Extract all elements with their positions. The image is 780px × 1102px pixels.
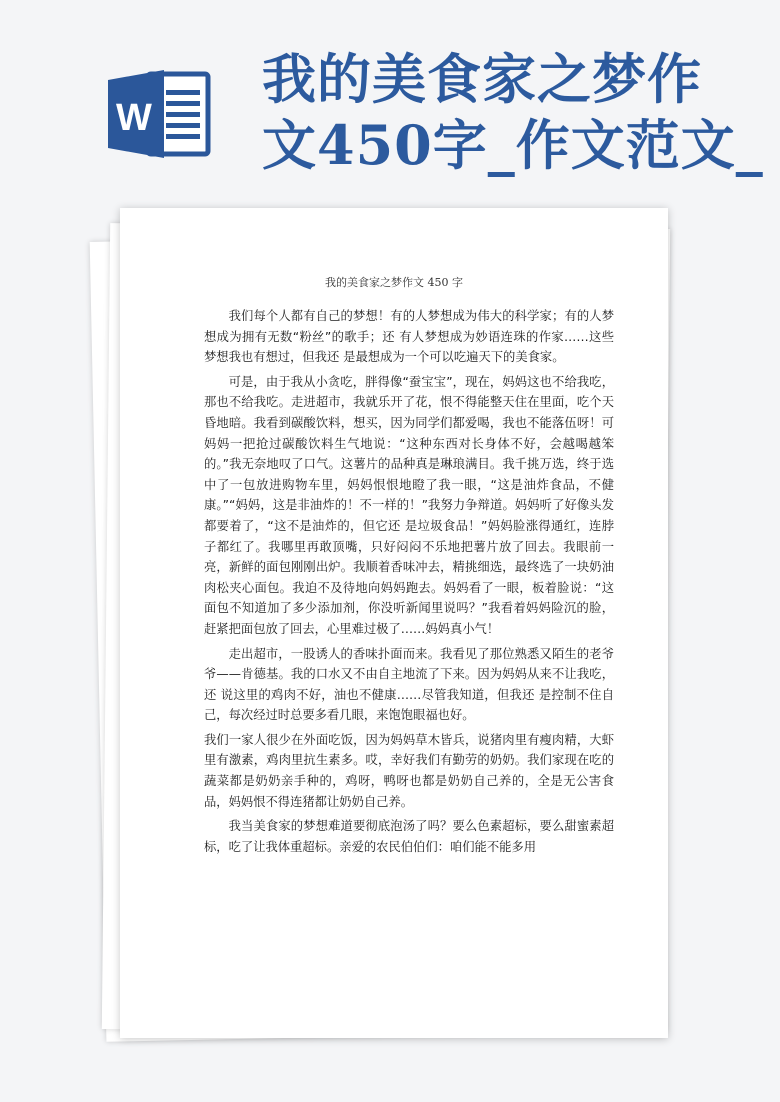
word-icon-line [166, 101, 200, 106]
paragraph: 我们每个人都有自己的梦想！有的人梦想成为伟大的科学家；有的人梦想成为拥有无数“粉丝”的歌手；还 有人梦想成为妙语连珠的作家……这些梦想我也有想过，但我还 是最想成为一个可以吃遍天下的美食家。 [204, 309, 614, 365]
document-title: 我的美食家之梦作文 450 字 [325, 276, 463, 289]
paragraph: 我当美食家的梦想难道要彻底泡汤了吗？要么色素超标，要么甜蜜素超标，吃了让我体重超标。亲爱的农民伯伯们：咱们能不能多用 [204, 819, 614, 854]
page-title [262, 46, 762, 178]
word-icon-line [166, 123, 200, 128]
document-page [120, 208, 668, 1038]
document-body [204, 306, 614, 861]
word-icon-letter: W [116, 97, 152, 139]
word-icon-line [166, 134, 200, 139]
word-icon [108, 66, 216, 162]
page-title-line-2: 文450字_作文范文_ [262, 113, 764, 177]
paragraph: 走出超市，一股诱人的香味扑面而来。我看见了那位熟悉又陌生的老爷爷——肯德基。我的口水又不由自主地流了下来。因为妈妈从来不让我吃，还 说这里的鸡肉不好，油也不健康……尽管我知道，但我还 是控制不住自己，每次经过时总要多看几眼，来饱饱眼福也好。 [204, 646, 614, 723]
word-icon-line [166, 90, 200, 95]
page-title-line-1: 我的美食家之梦作 [262, 47, 702, 111]
paragraph: 可是，由于我从小贪吃，胖得像“蚕宝宝”，现在，妈妈这也不给我吃，那也不给我吃。走进超市，我就乐开了花，恨不得能整天住在里面，吃个天昏地暗。我看到碳酸饮料，想买，因为同学们都爱喝，我也不能落伍呀！可妈妈一把抢过碳酸饮料生气地说：“这种东西对长身体不好，会越喝越笨的。”我无奈地叹了口气。这薯片的品种真是琳琅满目。我千挑万选，终于选中了一包放进购物车里，妈妈恨恨地瞪了我一眼，“这是油炸食品，不健康。”“妈妈，这是非油炸的！不一样的！”我努力争辩道。妈妈听了好像头发都要着了，“这不是油炸的，但它还 是垃圾食品！”妈妈脸涨得通红，连脖子都红了。我哪里再敢顶嘴，只好闷闷不乐地把薯片放了回去。我眼前一亮，新鲜的面包刚刚出炉。我顺着香味冲去，精挑细选，最终选了一块奶油肉松夹心面包。我迫不及待地向妈妈跑去。妈妈看了一眼，板着脸说：“这面包不知道加了多少添加剂，你没听新闻里说吗？”我看着妈妈险沉的脸，赶紧把面包放了回去，心里难过极了……妈妈真小气！ [204, 374, 614, 636]
word-icon-line [166, 112, 200, 117]
paragraph: 我们一家人很少在外面吃饭，因为妈妈草木皆兵，说猪肉里有瘦肉精，大虾里有激素，鸡肉里抗生素多。哎，幸好我们有勤劳的奶奶。我们家现在吃的蔬菜都是奶奶亲手种的，鸡呀，鸭呀也都是奶奶自己养的，全是无公害食品，妈妈恨不得连猪都让奶奶自己养。 [204, 732, 614, 809]
